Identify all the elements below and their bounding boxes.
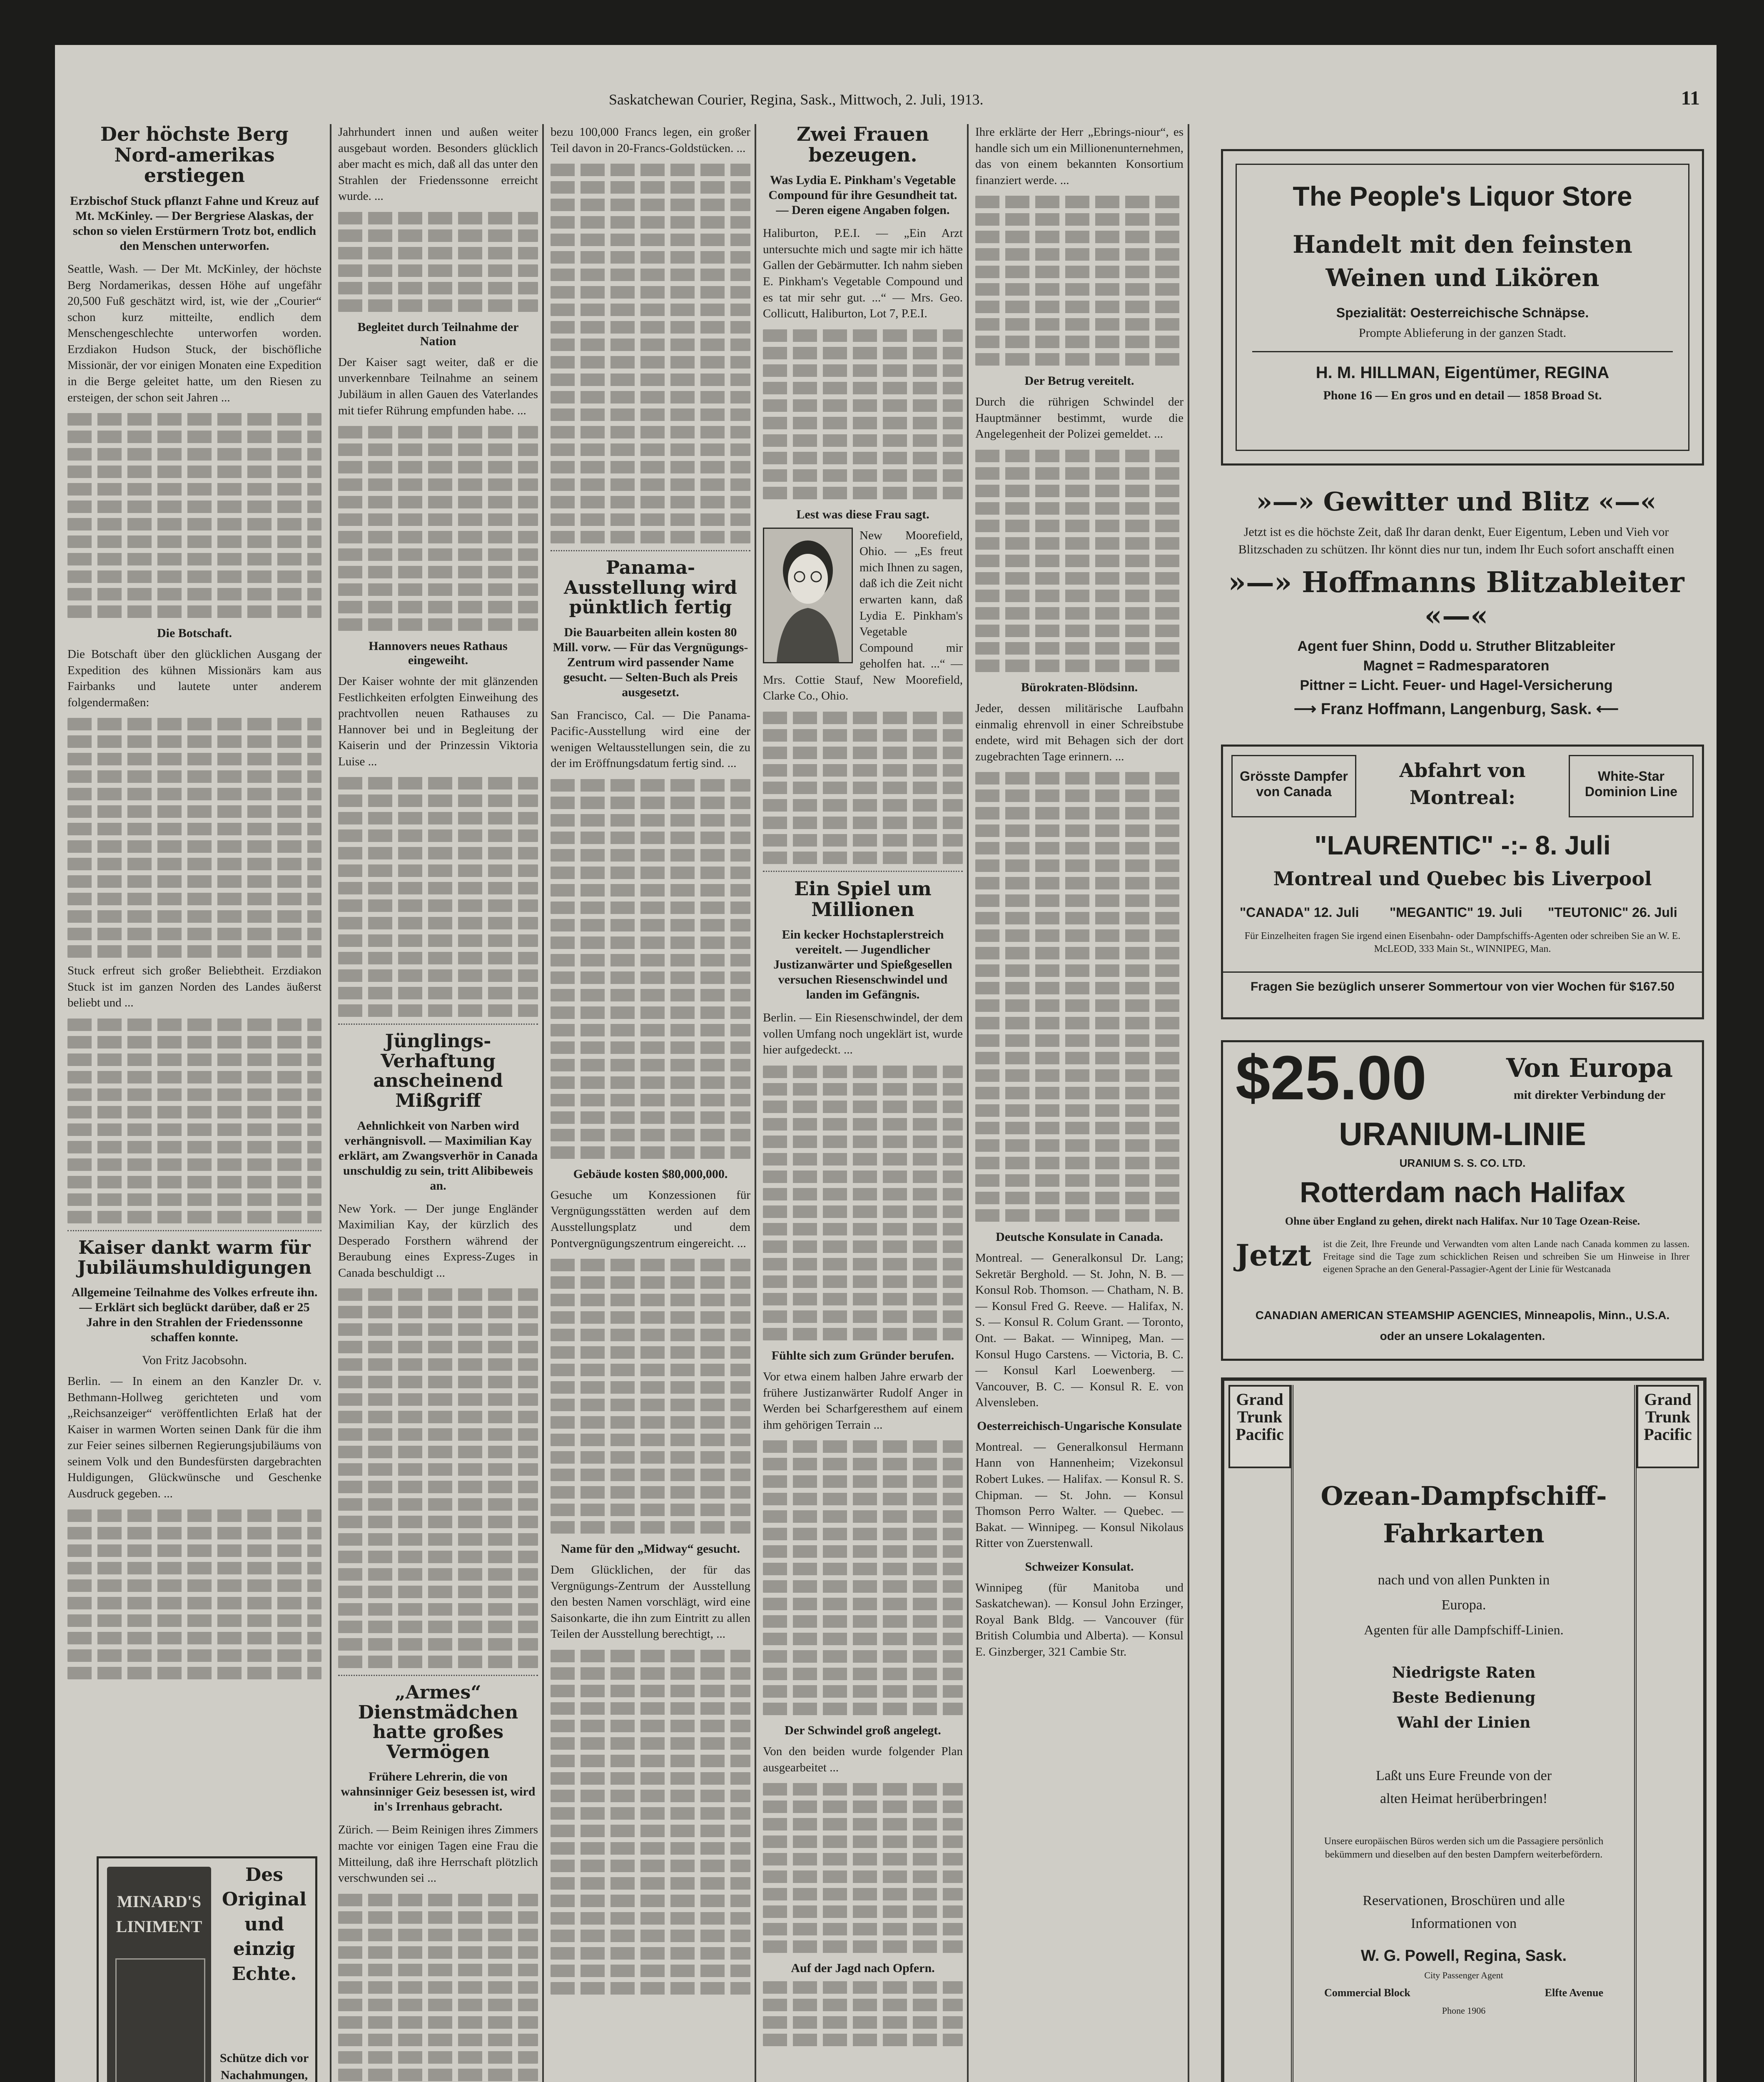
article-text: Jahrhundert innen und außen weiter ausgebaut worden. Besonders glücklich aber macht es mich, daß all das unter den Strahlen der Friedenssonne erreicht wurde. ... <box>338 125 538 203</box>
section-heading: Lest was diese Frau sagt. <box>796 507 929 521</box>
minard-warning: Schütze dich vor Nachahmungen, <box>219 2051 309 2082</box>
ticket-price: $25.00 <box>1236 1043 1427 1113</box>
page-header <box>55 87 1717 116</box>
article-text: Der Kaiser wohnte der mit glänzenden Festlichkeiten erfolgten Einweihung des prachtvollen neuen Rathauses zu Hannover bei und in Begleitung der Kaiserin und der Prinzessin Viktoria Luise ... <box>338 675 538 768</box>
section-heading: Begleitet durch Teilnahme der Nation <box>357 320 519 348</box>
column-rule <box>1188 124 1189 2082</box>
column-rule <box>967 124 969 2082</box>
minard-title: Des Original und einzig Echte. <box>222 1864 306 1985</box>
article-text: Der Kaiser sagt weiter, daß er die unverkennbare Teilnahme an seinem Jubiläum in allen Gauen des Vaterlandes mit tiefer Rührung empfunden habe. ... <box>338 355 538 417</box>
section-heading: Auf der Jagd nach Opfern. <box>791 1961 935 1975</box>
section-heading: Bürokraten-Blödsinn. <box>1021 680 1138 694</box>
section-heading: Der Schwindel groß angelegt. <box>785 1723 941 1738</box>
article-text: Haliburton, P.E.I. — „Ein Arzt untersuchte mich und sagte mir ich hätte Gallen der Gebärmutter. Ich nahm sieben E. Pinkham's Vegetable Compound und es tat mir sehr gut. ...“ — Mrs. Geo. Collicutt, Haliburton, Lot 7, P.E.I. <box>763 227 963 321</box>
agent-name: W. G. Powell, Regina, Sask. <box>1360 1947 1567 1965</box>
headline: Ein Spiel um Millionen <box>794 877 932 921</box>
column-4 <box>763 124 963 2082</box>
headline: Kaiser dankt warm für Jubiläumshuldigungen <box>77 1237 312 1278</box>
hoffmann-lightning-rod-ad: »—» Gewitter und Blitz «—« Jetzt ist es die höchste Zeit, daß Ihr daran denkt, Euer Eigentum, Leben und Vieh vor Blitzschaden zu schützen. Ihr könnt dies nur tun, indem Ihr Euch sofort anschafft einen »—» Hoffmanns Blitzableiter «—« Agent fuer Shinn, Dodd u. Struther Blitzableiter Magnet = Radmesparatoren Pittner = Licht. Feuer- und Hagel-Versicherung ⟶ Franz Hoffmann, Langenburg, Sask. ⟵ <box>1208 482 1704 715</box>
headline: Zwei Frauen bezeugen. <box>797 124 929 166</box>
article-text: Seattle, Wash. — Der Mt. McKinley, der höchste Berg Nordamerikas, dessen Höhe auf ungefähr 20,500 Fuß geschätzt wird, ist, wie der „Courier“ schon kurz mitteilte, endlich dem Menschengeschlechte unterworfen worden. Erzdiakon Hudson Stuck, der bischöfliche Missionär, der vor einigen Monaten eine Expedition in die Berge geleitet hatte, um den Riesen zu ersteigen, der schon seit Jahren ... <box>67 262 321 404</box>
column-rule <box>755 124 756 2082</box>
arrow-icon: »—» <box>1256 486 1315 517</box>
arrow-icon: »—» <box>1228 566 1292 599</box>
testimonial-portrait-image <box>763 528 853 663</box>
brand-name: Hoffmanns Blitzableiter <box>1302 566 1684 599</box>
white-star-laurentic-ad: Grösste Dampfer von Canada Abfahrt von Montreal: White-Star Dominion Line "LAURENTIC" -:- 8. Juli Montreal und Quebec bis Liverpool "CANADA" 12. Juli "MEGANTIC" 19. Juli "TEUTONIC" 26. Juli Für Einzelheiten fragen Sie irgend einen Eisenbahn- oder Dampfschiffs-Agenten oder schreiben Sie an W. E. McLEOD, 333 Main St., WINNIPEG, Man. Fragen Sie bezüglich unserer Sommertour von vier Wochen für $167.50 <box>1221 745 1704 1019</box>
section-heading: Name für den „Midway“ gesucht. <box>561 1542 740 1556</box>
column-2 <box>338 124 538 2082</box>
article-text: New York. — Der junge Engländer Maximilian Kay, der kürzlich des Desperado Forsthern während der Beraubung eines Express-Zuges in Canada beschuldigt ... <box>338 1202 538 1280</box>
line-name: URANIUM-LINIE <box>1339 1116 1586 1152</box>
article-text: Ihre erklärte der Herr „Ebrings-niour“, es handle sich um ein Millionenunternehmen, das von einem bekannten Konsortium finanziert werde. ... <box>975 125 1183 187</box>
article-text: Durch die rührigen Schwindel der Hauptmänner bestimmt, wurde die Angelegenheit der Polizei gemeldet. ... <box>975 395 1183 441</box>
masthead-line: Saskatchewan Courier, Regina, Sask., Mittwoch, 2. Juli, 1913. <box>609 91 984 108</box>
byline: Von Fritz Jacobsohn. <box>142 1353 247 1367</box>
arrow-icon: ⟶ <box>1293 700 1317 718</box>
article-text: Von den beiden wurde folgender Plan ausgearbeitet ... <box>763 1745 963 1774</box>
minards-liniment-ad <box>97 1856 317 2082</box>
ad-title: Ozean-Dampfschiff- <box>1321 1481 1607 1511</box>
subheadline: Was Lydia E. Pinkham's Vegetable Compound für ihre Gesundheit tat. — Deren eigene Angaben folgen. <box>768 173 957 217</box>
grand-trunk-pacific-ad: Grand Trunk Pacific Grand Trunk Pacific Ozean-Dampfschiff- Fahrkarten nach und von allen Punkten in Europa. Agenten für alle Dampfschiff-Linien. Niedrigste Raten Beste Bedienung Wahl der Linien Laßt uns Eure Freunde von der alten Heimat herüberbringen! Unsere europäischen Büros werden sich um die Passagiere persönlich bekümmern und dieselben auf den besten Dampfern weiterbefördern. Reservationen, Broschüren und alle Informationen von W. G. Powell, Regina, Sask. City Passenger Agent Commercial Block Elfte Avenue Phone 1906 <box>1221 1377 1707 2082</box>
ad-title: The People's Liquor Store <box>1293 181 1632 212</box>
subheadline: Frühere Lehrerin, die von wahnsinniger Geiz besessen ist, wird in's Irrenhaus gebracht. <box>341 1770 536 1814</box>
consulate-list: Montreal. — Generalkonsul Dr. Lang; Sekretär Berghold. — St. John, N. B. — Konsul Rob. Thomson. — Chatham, N. B. — Konsul Fred G. Reeve. — Halifax, N. S. — Konsul R. Colum Grant. — Toronto, Ont. — Bakat. — Winnipeg, Man. — Konsul Hugo Carstens. — Victoria, B. C. — Konsul Karl Loewenberg. — Vancouver, B. C. — Konsul R. E. von Alvensleben. <box>975 1251 1183 1410</box>
subheadline: Allgemeine Teilnahme des Volkes erfreute ihn. — Erklärt sich beglückt darüber, daß er 25 Jahre in den Strahlen der Friedenssonne schaffen konnte. <box>71 1285 318 1345</box>
section-heading: Gebäude kosten $80,000,000. <box>573 1167 728 1181</box>
peoples-liquor-store-ad: The People's Liquor Store Handelt mit den feinsten Weinen und Likören Spezialität: Oesterreichische Schnäpse. Prompte Ablieferung in der ganzen Stadt. H. M. HILLMAN, Eigentümer, REGINA Phone 16 — En gros und en detail — 1858 Broad St. <box>1221 149 1704 466</box>
section-heading: Schweizer Konsulat. <box>1025 1559 1134 1574</box>
newspaper-page <box>55 45 1717 2082</box>
article-text: Berlin. — In einem an den Kanzler Dr. v. Bethmann-Hollweg gerichteten und vom „Reichsanzeiger“ veröffentlichten Erlaß hat der Kaiser in warmen Worten seinen Dank für die ihm zur Feier seines silbernen Regierungsjubiläums von seinem Volk und den Bundesfürsten dargebrachten Huldigungen, Glückwünsche und Geschenke Ausdruck gegeben. ... <box>67 1375 321 1500</box>
subheadline: Ein kecker Hochstaplerstreich vereitelt. — Jugendlicher Justizanwärter und Spießgesellen versuchen Riesenschwindel und landen im Gefängnis. <box>773 928 952 1002</box>
subheadline: Erzbischof Stuck pflanzt Fahne und Kreuz auf Mt. McKinley. — Der Bergriese Alaskas, der schon so vielen Erstürmern Trotz bot, endlich den Menschen unterworfen. <box>70 194 319 253</box>
arrow-icon: «—« <box>1424 599 1488 633</box>
grand-trunk-logo: Grand Trunk Pacific <box>1637 1385 1699 1468</box>
section-heading: Hannovers neues Rathaus eingeweiht. <box>369 639 508 667</box>
article-text: Jeder, dessen militärische Laufbahn einmalig ehrenvoll in einer Schreibstube endete, wird mit Behagen sich der dort zugebrachten Tage erinnern. ... <box>975 701 1183 763</box>
ship-headline: "LAURENTIC" -:- 8. Juli <box>1314 830 1611 860</box>
section-heading: Oesterreichisch-Ungarische Konsulate <box>977 1419 1182 1433</box>
section-heading: Deutsche Konsulate in Canada. <box>996 1230 1163 1244</box>
grand-trunk-logo: Grand Trunk Pacific <box>1228 1385 1291 1468</box>
article-text: Zürich. — Beim Reinigen ihres Zimmers machte vor einigen Tagen eine Frau die Mitteilung, daß ihre Herrschaft plötzlich verschwunden sei ... <box>338 1823 538 1885</box>
ad-title: »—» Gewitter und Blitz «—« <box>1256 486 1657 517</box>
uranium-line-ad: $25.00 Von Europa mit direkter Verbindung der URANIUM-LINIE URANIUM S. S. CO. LTD. Rotterdam nach Halifax Ohne über England zu gehen, direkt nach Halifax. Nur 10 Tage Ozean-Reise. Jetzt ist die Zeit, Ihre Freunde und Verwandten vom alten Lande nach Canada kommen zu lassen. Freitage sind die Tage zum schicklichen Reisen und schreiben Sie um Hinweise in Ihrer eigenen Sprache an den General-Passagier-Agent der Linie für Westcanada CANADIAN AMERICAN STEAMSHIP AGENCIES, Minneapolis, Minn., U.S.A. oder an unsere Lokalagenten. <box>1221 1040 1704 1361</box>
liniment-bottle-image: MINARD'S LINIMENT <box>107 1867 211 2082</box>
article-text: bezu 100,000 Francs legen, ein großer Teil davon in 20-Francs-Goldstücken. ... <box>551 125 750 155</box>
column-3 <box>551 124 750 2082</box>
article-text: Gesuche um Konzessionen für Vergnügungsstätten werden auf dem Ausstellungsplatz und dem Pontvergnügungszentrum eingereicht. ... <box>551 1188 750 1250</box>
article-text: Die Botschaft über den glücklichen Ausgang der Expedition des kühnen Missionärs kam aus Fairbanks und lautete unter anderem folgendermaßen: <box>67 648 321 709</box>
article-text: New Moorefield, Ohio. — „Es freut mich Ihnen zu sagen, daß ich die Zeit nicht erwarten kann, daß Lydia E. Pinkham's Vegetable Compound mir geholfen hat. ...“ — Mrs. Cottie Stauf, New Moorefield, Clarke Co., Ohio. <box>763 528 963 703</box>
section-heading: Fühlte sich zum Gründer berufen. <box>771 1348 954 1362</box>
subheadline: Die Bauarbeiten allein kosten 80 Mill. vorw. — Für das Vergnügungs-Zentrum wird passender Name gesucht. — Selten-Buch als Preis ausgesetzt. <box>553 625 748 699</box>
headline: Der höchste Berg Nord-amerikas erstiegen <box>100 124 289 187</box>
headline: Jünglings-Verhaftung anscheinend Mißgriff <box>373 1031 503 1111</box>
subheadline: Aehnlichkeit von Narben wird verhängnisvoll. — Maximilian Kay erklärt, am Zwangsverhör in Canada unschuldig zu sein, tritt Alibibeweis an. <box>338 1118 538 1193</box>
page-number: 11 <box>1681 87 1700 109</box>
column-1 <box>67 124 321 2082</box>
consulate-list: Montreal. — Generalkonsul Hermann Hann von Hannenheim; Vizekonsul Robert Lukes. — Halifax. — Konsul R. S. Chipman. — St. John. — Konsul Thomson Perro Walter. — Quebec. — Bakat. — Winnipeg. — Konsul Nikolaus Ritter von Zuerstenwall. <box>975 1440 1183 1550</box>
column-5 <box>975 124 1183 2082</box>
section-heading: Der Betrug vereitelt. <box>1024 374 1134 388</box>
column-rule <box>330 124 331 2082</box>
article-text: Stuck erfreut sich großer Beliebtheit. Erzdiakon Stuck ist im ganzen Norden des Landes äußerst beliebt und ... <box>67 964 321 1010</box>
column-rule <box>542 124 544 2082</box>
article-text: Dem Glücklichen, der für das Vergnügungs-Zentrum der Ausstellung den besten Namen vorschlägt, wird eine Saisonkarte, die ihn zum Eintritt zu allen Teilen der Ausstellung berechtigt, ... <box>551 1563 750 1641</box>
arrow-icon: ⟵ <box>1596 700 1619 718</box>
section-heading: Die Botschaft. <box>157 626 232 640</box>
route: Rotterdam nach Halifax <box>1300 1176 1625 1208</box>
article-text: Vor etwa einem halben Jahre erwarb der frühere Justizanwärter Rudolf Anger in Werden bei Scharfgeresthem auf einem ihm gehörigen Terrain ... <box>763 1370 963 1432</box>
article-text: Berlin. — Ein Riesenschwindel, der dem vollen Umfang noch ungeklärt ist, wurde hier aufgedeckt. ... <box>763 1011 963 1057</box>
arrow-icon: «—« <box>1598 486 1657 517</box>
headline: Panama-Ausstellung wird pünktlich fertig <box>563 557 737 618</box>
consulate-list: Winnipeg (für Manitoba und Saskatchewan). — Konsul John Erzinger, Royal Bank Bldg. — Vancouver (für British Columbia und Alberta). — Konsul E. Ginzberger, 321 Cambie Str. <box>975 1581 1183 1659</box>
headline: „Armes“ Dienstmädchen hatte großes Vermögen <box>358 1682 518 1763</box>
article-text: San Francisco, Cal. — Die Panama-Pacific-Ausstellung wird eine der wenigen Weltausstellungen sein, die zu der im Eröffnungsdatum fertig sind. ... <box>551 708 750 770</box>
